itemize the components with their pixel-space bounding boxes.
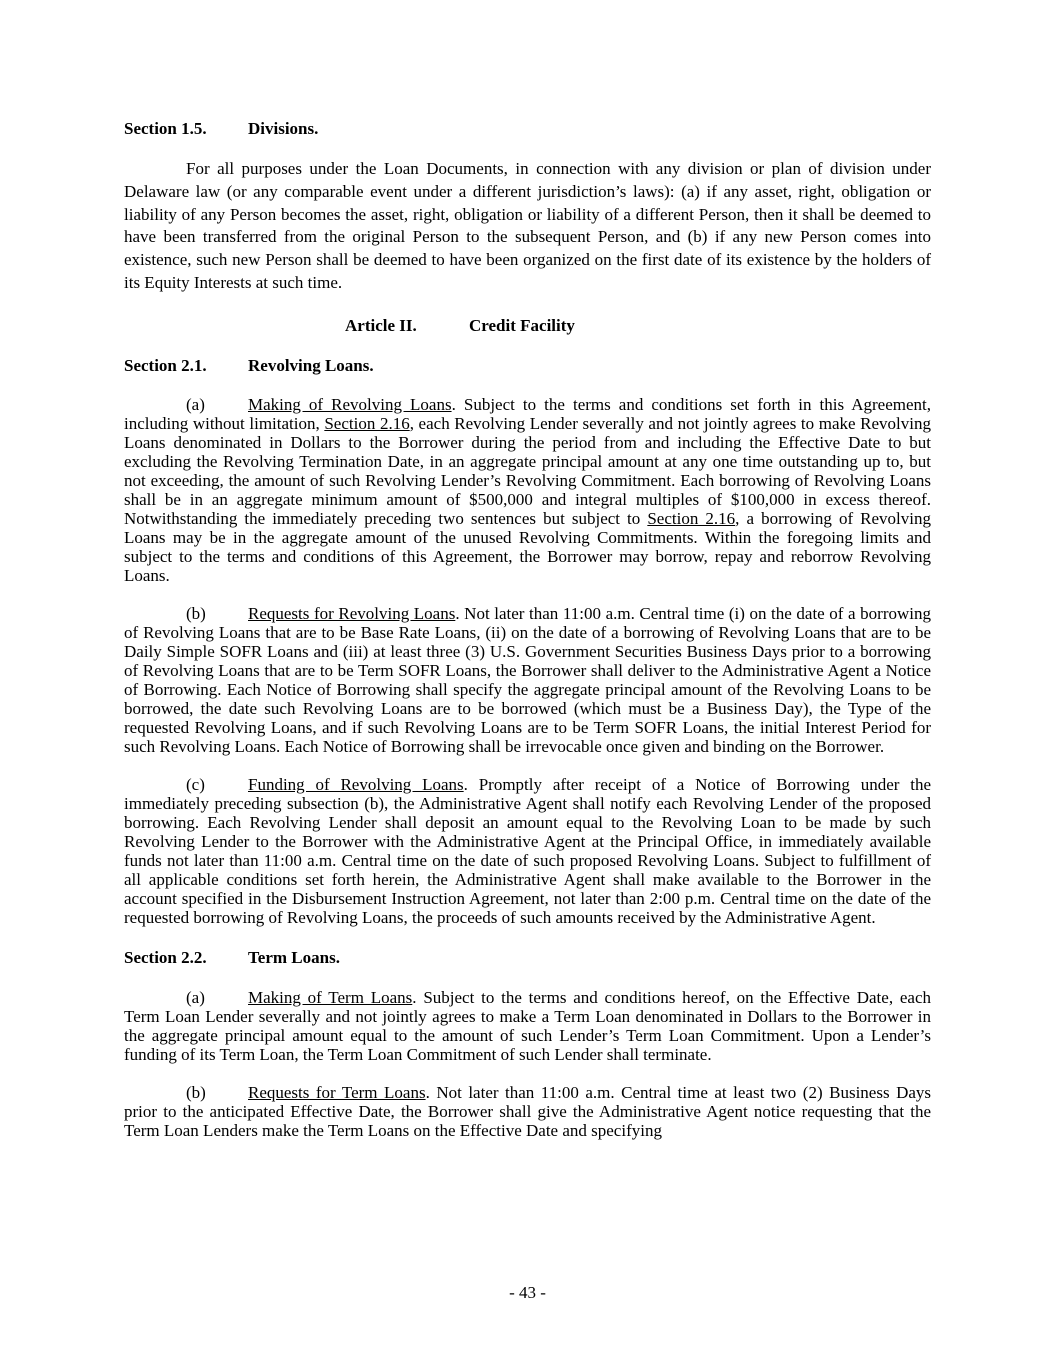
section-heading-2-1 xyxy=(124,355,931,377)
section-heading-1-5 xyxy=(124,118,931,140)
subsection-text: . Subject to the terms and conditions set forth in this Agreement, including without limitation, xyxy=(124,394,931,433)
section-title: Term Loans. xyxy=(248,947,340,967)
section-1-5-paragraph xyxy=(124,158,931,295)
article-title: Credit Facility xyxy=(469,315,575,335)
subsection-2-2-a xyxy=(124,988,931,1064)
cross-reference: Section 2.16 xyxy=(647,508,736,528)
subsection-label: (a) xyxy=(186,394,205,414)
subsection-label: (b) xyxy=(186,603,206,623)
subsection-label: (a) xyxy=(186,987,205,1007)
subsection-heading: Making of Revolving Loans xyxy=(248,394,452,414)
subsection-text: . Not later than 11:00 a.m. Central time at least two (2) Business Days prior to the anticipated Effective Date, the Borrower shall give the Administrative Agent notice requesting that the Term Loan Lenders make the Term Loans on the Effective Date and specifying xyxy=(124,1082,932,1140)
subsection-text: . Promptly after receipt of a Notice of Borrowing under the immediately preceding subsection (b), the Administrative Agent shall notify each Revolving Lender of the proposed borrowing. Each Revolving Lender shall deposit an amount equal to the Revolving Loan to be made by such Revolving Lender to the Borrower with the Administrative Agent at the Principal Office, in immediately available funds not later than 11:00 a.m. Central time on the date of such proposed Revolving Loans. Subject to fulfillment of all applicable conditions set forth herein, the Administrative Agent shall make available to the Borrower in the account specified in the Disbursement Instruction Agreement, not later than 2:00 p.m. Central time on the date of the requested borrowing of Revolving Loans, the proceeds of such amounts received by the Administrative Agent. xyxy=(124,774,932,927)
subsection-heading: Making of Term Loans xyxy=(248,987,413,1007)
cross-reference: Section 2.16 xyxy=(324,413,410,433)
subsection-2-1-a xyxy=(124,395,931,585)
subsection-text: . Not later than 11:00 a.m. Central time (i) on the date of a borrowing of Revolving Loans that are to be Base Rate Loans, (ii) on the date of a borrowing of Revolving Loans that are to be Daily Simple SOFR Loans and (iii) at least three (3) U.S. Government Securities Business Days prior to a borrowing of Revolving Loans that are to be Term SOFR Loans, the Borrower shall deliver to the Administrative Agent a Notice of Borrowing. Each Notice of Borrowing shall specify the aggregate principal amount of the Revolving Loans to be borrowed, the date such Revolving Loans are to be borrowed (which must be a Business Day), the Type of the requested Revolving Loans, and if such Revolving Loans are to be Term SOFR Loans, the initial Interest Period for such Revolving Loans. Each Notice of Borrowing shall be irrevocable once given and binding on the Borrower. xyxy=(124,603,931,756)
paragraph-text: For all purposes under the Loan Documents, in connection with any division or plan of division under Delaware law (or any comparable event under a different jurisdiction’s laws): (a) if any asset, right, obligation or liability of any Person becomes the asset, right, obligation or liability of a different Person, then it shall be deemed to have been transferred from the original Person to the subsequent Person, and (b) if any new Person comes into existence, such new Person shall be deemed to have been organized on the first date of its existence by the holders of its Equity Interests at such time. xyxy=(124,159,931,292)
section-title: Revolving Loans. xyxy=(248,355,374,375)
subsection-2-1-c xyxy=(124,775,931,927)
section-number: Section 2.1. xyxy=(124,355,207,375)
subsection-text: , each Revolving Lender severally and not jointly agrees to make Revolving Loans denominated in Dollars to the Borrower during the period from and including the Effective Date to but excluding the Revolving Termination Date, in an aggregate principal amount at any one time outstanding up to, but not exceeding, the amount of such Revolving Lender’s Revolving Commitment. Each borrowing of Revolving Loans shall be in an aggregate minimum amount of $500,000 and integral multiples of $100,000 in excess thereof. Notwithstanding the immediately preceding two sentences but subject to xyxy=(124,413,932,528)
section-heading-2-2 xyxy=(124,947,931,969)
section-number: Section 1.5. xyxy=(124,119,207,138)
subsection-text: . Subject to the terms and conditions hereof, on the Effective Date, each Term Loan Lender severally and not jointly agrees to make a Term Loan denominated in Dollars to the Borrower in the aggregate principal amount equal to the amount of such Lender’s Term Loan Commitment. Upon a Lender’s funding of its Term Loan, the Term Loan Commitment of such Lender shall terminate. xyxy=(124,987,931,1064)
article-heading xyxy=(124,315,931,337)
page-number: - 43 - xyxy=(509,1283,546,1302)
subsection-heading: Requests for Term Loans xyxy=(248,1082,426,1102)
subsection-label: (c) xyxy=(186,774,205,794)
subsection-2-2-b xyxy=(124,1083,931,1140)
subsection-2-1-b xyxy=(124,604,931,756)
section-number: Section 2.2. xyxy=(124,947,207,967)
subsection-heading: Funding of Revolving Loans xyxy=(248,774,464,794)
subsection-heading: Requests for Revolving Loans xyxy=(248,603,456,623)
subsection-text: , a borrowing of Revolving Loans may be in the aggregate amount of the unused Revolving Commitments. Within the foregoing limits and subject to the terms and conditions of this Agreement, the Borrower may borrow, repay and reborrow Revolving Loans. xyxy=(124,508,931,585)
subsection-label: (b) xyxy=(186,1082,206,1102)
section-title: Divisions. xyxy=(248,119,319,138)
document-page xyxy=(124,118,931,1140)
article-number: Article II. xyxy=(345,315,417,335)
